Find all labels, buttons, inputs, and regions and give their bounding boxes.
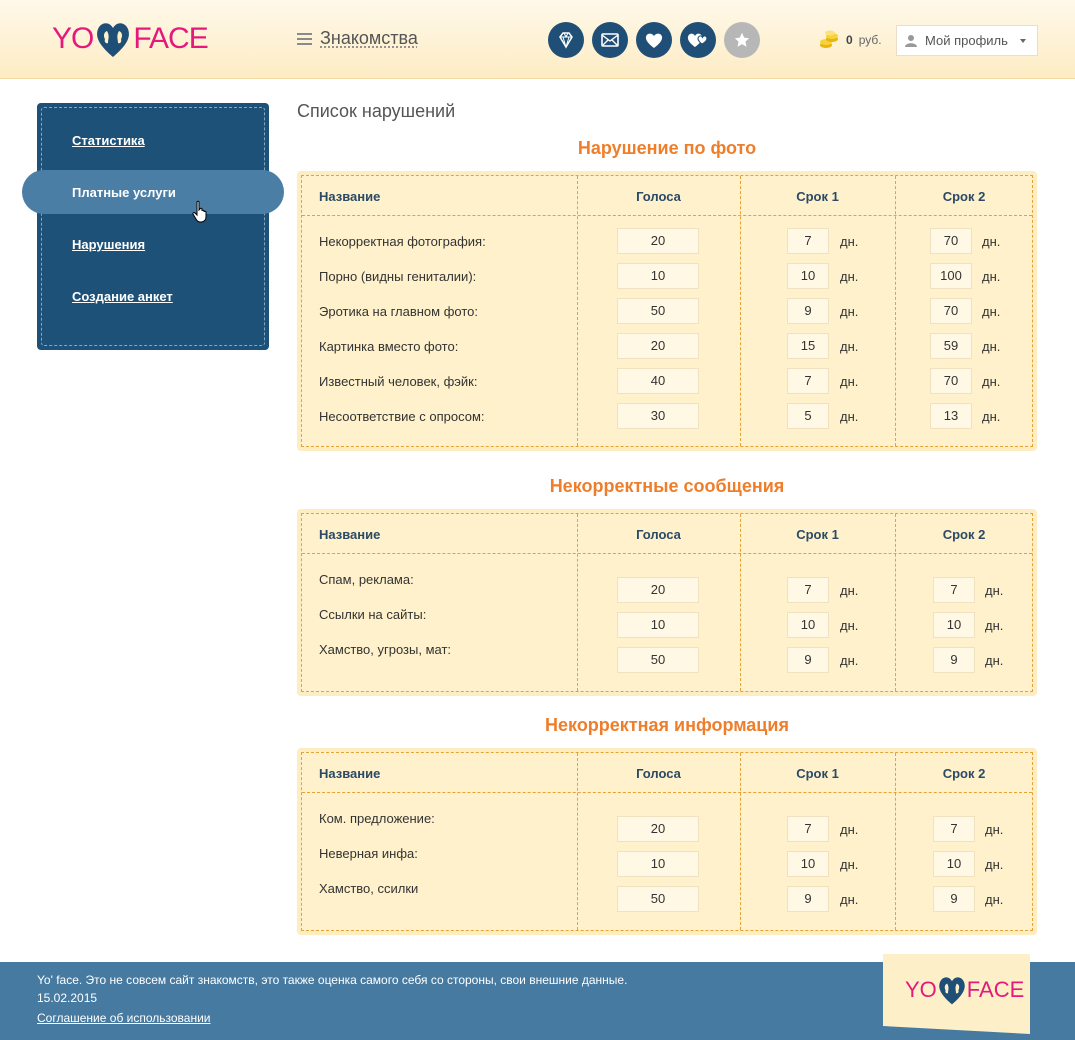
days-unit: дн. [840, 618, 859, 633]
column-header-term2: Срок 2 [942, 189, 986, 204]
violation-name: Несоответствие с опросом: [319, 409, 485, 424]
votes-input[interactable]: 10 [617, 263, 699, 289]
table-body [301, 513, 1033, 692]
column-header-term1: Срок 1 [796, 766, 839, 781]
heart-icon[interactable] [636, 22, 672, 58]
votes-input[interactable]: 10 [617, 612, 699, 638]
days-unit: дн. [982, 374, 1001, 389]
section-title: Некорректные сообщения [549, 476, 785, 496]
days-unit: дн. [982, 339, 1001, 354]
term1-input[interactable]: 5 [787, 403, 829, 429]
term1-input[interactable]: 9 [787, 886, 829, 912]
term2-input[interactable]: 100 [930, 263, 972, 289]
term1-input[interactable]: 10 [787, 612, 829, 638]
term1-input[interactable]: 7 [787, 577, 829, 603]
balance-value: 0 [846, 33, 853, 47]
footer-date: 15.02.2015 [37, 991, 98, 1005]
chevron-down-icon [1020, 39, 1026, 43]
days-unit: дн. [840, 653, 859, 668]
votes-input[interactable]: 50 [617, 298, 699, 324]
column-header-term2: Срок 2 [942, 766, 986, 781]
days-unit: дн. [982, 409, 1001, 424]
term1-input[interactable]: 10 [787, 851, 829, 877]
footer-logo-text-left: YO [905, 977, 937, 1002]
coins-icon [818, 29, 840, 51]
term2-input[interactable]: 70 [930, 298, 972, 324]
hamburger-icon[interactable] [297, 33, 312, 45]
days-unit: дн. [985, 892, 1004, 907]
footer-logo-badge[interactable] [883, 954, 1030, 1026]
column-header-votes: Голоса [636, 766, 681, 781]
logo-text-right: FACE [133, 22, 208, 55]
term2-input[interactable]: 7 [933, 816, 975, 842]
sidebar [37, 103, 269, 350]
violation-name: Эротика на главном фото: [319, 304, 478, 319]
column-divider [895, 176, 896, 446]
sidebar-item-label: Платные услуги [72, 185, 176, 200]
logo-heart-icon [95, 19, 131, 59]
days-unit: дн. [840, 409, 859, 424]
header-divider [302, 215, 1032, 216]
term2-input[interactable]: 70 [930, 228, 972, 254]
column-header-name: Название [319, 527, 381, 542]
days-unit: дн. [985, 653, 1004, 668]
logo-text-left: YO [52, 22, 94, 55]
votes-input[interactable]: 20 [617, 333, 699, 359]
days-unit: дн. [840, 269, 859, 284]
column-header-votes: Голоса [636, 527, 681, 542]
balance-unit: руб. [858, 33, 882, 47]
header-divider [302, 553, 1032, 554]
days-unit: дн. [985, 583, 1004, 598]
term2-input[interactable]: 70 [930, 368, 972, 394]
votes-input[interactable]: 40 [617, 368, 699, 394]
term1-input[interactable]: 7 [787, 816, 829, 842]
days-unit: дн. [840, 857, 859, 872]
mail-icon[interactable] [592, 22, 628, 58]
votes-input[interactable]: 10 [617, 851, 699, 877]
votes-input[interactable]: 20 [617, 816, 699, 842]
profile-dropdown[interactable] [896, 25, 1038, 56]
days-unit: дн. [982, 234, 1001, 249]
sidebar-item-create-profiles[interactable]: Создание анкет [72, 289, 173, 304]
term2-input[interactable]: 7 [933, 577, 975, 603]
days-unit: дн. [840, 304, 859, 319]
term2-input[interactable]: 59 [930, 333, 972, 359]
footer-logo [905, 974, 1024, 1006]
vip-icon[interactable] [548, 22, 584, 58]
votes-input[interactable]: 20 [617, 228, 699, 254]
votes-input[interactable]: 30 [617, 403, 699, 429]
days-unit: дн. [840, 892, 859, 907]
header [0, 0, 1075, 79]
violation-name: Порно (видны гениталии): [319, 269, 477, 284]
days-unit: дн. [840, 374, 859, 389]
term2-input[interactable]: 9 [933, 647, 975, 673]
column-divider [577, 176, 578, 446]
section-title: Некорректная информация [545, 715, 789, 735]
nav-title[interactable]: Знакомства [320, 28, 418, 48]
header-divider [302, 792, 1032, 793]
days-unit: дн. [840, 822, 859, 837]
days-unit: дн. [840, 339, 859, 354]
violation-name: Хамство, ссилки [319, 881, 419, 896]
user-icon [905, 34, 917, 47]
footer-description: Yo' face. Это не совсем сайт знакомств, это также оценка самого себя со стороны, свои внешние данные. [37, 973, 628, 987]
days-unit: дн. [840, 234, 859, 249]
days-unit: дн. [982, 269, 1001, 284]
hearts-icon[interactable] [680, 22, 716, 58]
section-title: Нарушение по фото [577, 138, 757, 158]
column-divider [740, 176, 741, 446]
term2-input[interactable]: 13 [930, 403, 972, 429]
balance[interactable] [818, 29, 882, 51]
violations-table [297, 171, 1037, 451]
term1-input[interactable]: 10 [787, 263, 829, 289]
violation-name: Спам, реклама: [319, 572, 414, 587]
star-icon[interactable] [724, 22, 760, 58]
term2-input[interactable]: 9 [933, 886, 975, 912]
logo[interactable] [52, 18, 208, 60]
days-unit: дн. [985, 822, 1004, 837]
violation-name: Ссылки на сайты: [319, 607, 427, 622]
days-unit: дн. [985, 857, 1004, 872]
term1-input[interactable]: 9 [787, 298, 829, 324]
term2-input[interactable]: 10 [933, 612, 975, 638]
column-header-term1: Срок 1 [796, 527, 839, 542]
term1-input[interactable]: 15 [787, 333, 829, 359]
days-unit: дн. [840, 583, 859, 598]
violation-name: Известный человек, фэйк: [319, 374, 478, 389]
sidebar-item-statistics[interactable]: Статистика [72, 133, 145, 148]
violations-table [297, 748, 1037, 935]
nav-menu[interactable] [297, 28, 418, 49]
days-unit: дн. [985, 618, 1004, 633]
footer-logo-text-right: FACE [966, 977, 1025, 1002]
agreement-link[interactable]: Соглашение об использовании [37, 1011, 211, 1025]
column-header-name: Название [319, 189, 381, 204]
page-title: Список нарушений [297, 101, 456, 121]
violation-name: Хамство, угрозы, мат: [319, 642, 452, 657]
footer-logo-heart-icon [937, 974, 967, 1006]
profile-label: Мой профиль [925, 33, 1008, 48]
column-header-votes: Голоса [636, 189, 681, 204]
column-header-term2: Срок 2 [942, 527, 986, 542]
term1-input[interactable]: 7 [787, 368, 829, 394]
table-body [301, 752, 1033, 931]
votes-input[interactable]: 50 [617, 647, 699, 673]
violation-name: Некорректная фотография: [319, 234, 486, 249]
votes-input[interactable]: 20 [617, 577, 699, 603]
days-unit: дн. [982, 304, 1001, 319]
top-icons [548, 22, 760, 58]
hand-cursor-icon [192, 200, 208, 224]
column-header-term1: Срок 1 [796, 189, 839, 204]
term2-input[interactable]: 10 [933, 851, 975, 877]
term1-input[interactable]: 9 [787, 647, 829, 673]
table-body [301, 175, 1033, 447]
violation-name: Ком. предложение: [319, 811, 435, 826]
column-header-name: Название [319, 766, 381, 781]
sidebar-item-paid-services[interactable] [22, 170, 284, 214]
votes-input[interactable]: 50 [617, 886, 699, 912]
sidebar-item-violations[interactable]: Нарушения [72, 237, 146, 252]
violations-table [297, 509, 1037, 696]
violation-name: Неверная инфа: [319, 846, 418, 861]
term1-input[interactable]: 7 [787, 228, 829, 254]
violation-name: Картинка вместо фото: [319, 339, 459, 354]
